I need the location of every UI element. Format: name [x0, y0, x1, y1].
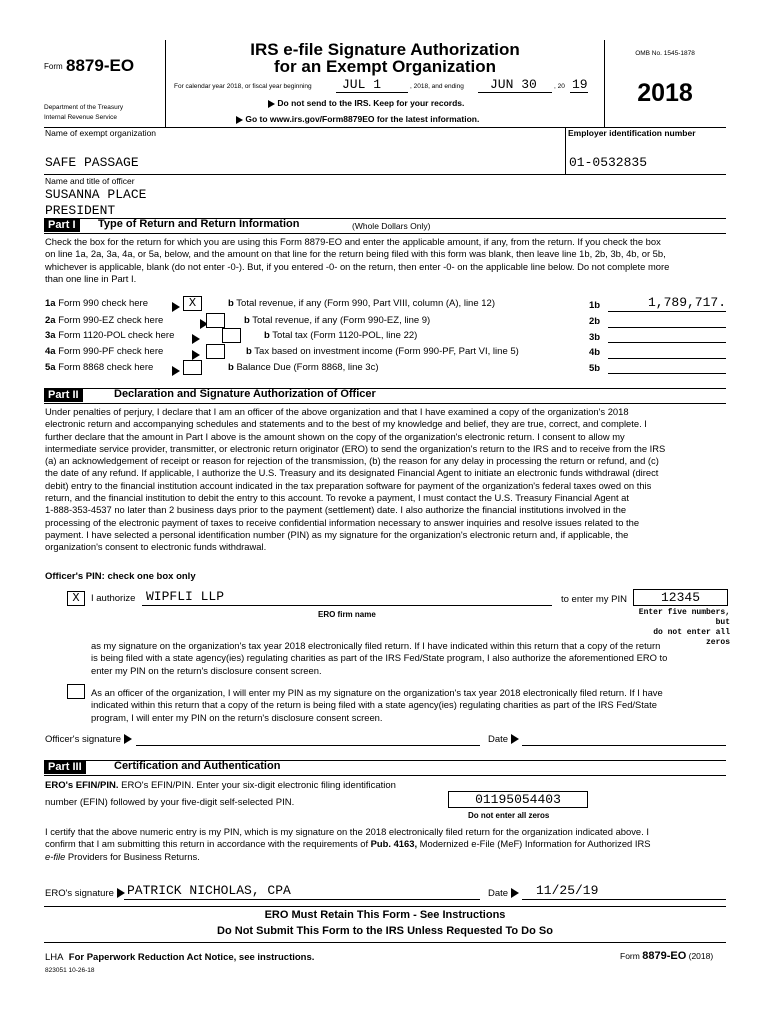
- year-suffix: 19: [572, 77, 588, 92]
- part1-title: Type of Return and Return Information: [98, 218, 300, 230]
- row-5b-desc: b Balance Due (Form 8868, line 3c): [228, 362, 379, 373]
- ero-signature-line[interactable]: [124, 899, 480, 900]
- to-enter-pin: to enter my PIN: [561, 594, 627, 605]
- ero-firm-name: WIPFLI LLP: [146, 589, 225, 604]
- arrow-icon: [268, 100, 275, 108]
- officer-option-text: As an officer of the organization, I will enter my PIN as my signature on the organization's tax year 2018 electronically filed return. If I have indicated within this return that a copy of the return is being filed with a state agency(ies) regulating charities as part of the IRS Fed/State program, I will enter my PIN on the return's disclosure consent screen.: [91, 687, 663, 723]
- form-title: IRS e-file Signature Authorization for an Exempt Organization: [250, 40, 520, 76]
- checkbox-8868[interactable]: [183, 360, 202, 375]
- ero-signature-value: PATRICK NICHOLAS, CPA: [127, 883, 291, 898]
- part1-intro: Check the box for the return for which you are using this Form 8879-EO and enter the applicable amount, if any, from the return. If you check the box on line 1a, 2a, 3a, 4a, or 5a, below, and the amount on that line for the return being filed with this form was blank, then leave line 1b, 2b, 3b, 4b, or 5b, whichever is applicable, blank (do not enter -0-). But, if you entered -0- on the return, then enter -0- on the applicable line below. Do not complete more than one line in Part I.: [45, 236, 670, 284]
- omb-number: OMB No. 1545-1878: [635, 50, 695, 57]
- and-ending: , 2018, and ending: [410, 83, 464, 90]
- dept-line2: Internal Revenue Service: [44, 114, 117, 121]
- ero-firm-label: ERO firm name: [318, 610, 376, 619]
- arrow-icon: [236, 116, 243, 124]
- arrow-icon: [117, 888, 125, 898]
- line-1b: 1b: [589, 300, 601, 311]
- retain-notice: ERO Must Retain This Form - See Instructions: [264, 909, 506, 921]
- line-4b: 4b: [589, 347, 601, 358]
- efin-pin-field[interactable]: 01195054403: [448, 791, 588, 808]
- do-not-send: Do not send to the IRS. Keep for your records.: [268, 98, 464, 108]
- authorize-label: I authorize: [91, 593, 136, 604]
- part2-tag: Part II: [44, 388, 83, 402]
- arrow-icon: [172, 298, 180, 316]
- ein-label: Employer identification number: [568, 128, 696, 138]
- org-name-label: Name of exempt organization: [45, 128, 157, 138]
- fiscal-begin: JUL 1: [342, 77, 382, 92]
- row-4a: 4a Form 990-PF check here: [45, 346, 164, 357]
- row-5a: 5a Form 8868 check here: [45, 362, 154, 373]
- pin-heading: Officer's PIN: check one box only: [45, 571, 196, 582]
- efin-note: Do not enter all zeros: [468, 811, 550, 820]
- officer-sig-label: Officer's signature: [45, 734, 132, 745]
- form-word: Form: [44, 62, 63, 71]
- as-signature-text: as my signature on the organization's tax year 2018 electronically filed return. If I have indicated within this return that a copy of the return is being filed with a state agency(ies) regulating charities as part of the IRS Fed/State program, I also authorize the aforementioned ERO to enter my PIN on the return's disclosure consent screen.: [91, 640, 668, 676]
- officer-date-line[interactable]: [522, 745, 726, 746]
- line-2b: 2b: [589, 316, 601, 327]
- ero-sig-label: ERO's signature: [45, 888, 125, 899]
- amount-1b: 1,789,717.: [647, 295, 726, 310]
- checkbox-990ez[interactable]: [206, 313, 225, 328]
- ero-date-label: Date: [488, 888, 519, 899]
- officer-name: SUSANNA PLACE: [45, 187, 147, 202]
- footer-form-id: Form 8879-EO (2018): [620, 950, 714, 962]
- form-code: 823051 10-26-18: [45, 967, 95, 974]
- arrow-icon: [511, 888, 519, 898]
- row-1a: 1a Form 990 check here: [45, 298, 148, 309]
- officer-title: PRESIDENT: [45, 203, 116, 218]
- part2-title: Declaration and Signature Authorization of Officer: [114, 388, 376, 400]
- row-2b-desc: b Total revenue, if any (Form 990-EZ, line 9): [244, 315, 431, 326]
- org-name-value: SAFE PASSAGE: [45, 155, 139, 170]
- officer-date-label: Date: [488, 734, 519, 745]
- certify-text: I certify that the above numeric entry is my PIN, which is my signature on the 2018 electronically filed return for the organization indicated above. I confirm that I am submitting this return in accordance with the requirements of Pub. 4163, Modernized e-File (MeF) Information for Authorized IRS e-file Providers for Business Returns.: [45, 826, 651, 862]
- checkbox-990pf[interactable]: [206, 344, 225, 359]
- goto-line: Go to www.irs.gov/Form8879EO for the latest information.: [236, 114, 479, 124]
- part3-title: Certification and Authentication: [114, 760, 281, 772]
- officer-signature-line[interactable]: [136, 745, 480, 746]
- arrow-icon: [124, 734, 132, 744]
- paperwork-notice: LHA For Paperwork Reduction Act Notice, see instructions.: [45, 952, 315, 963]
- line-3b: 3b: [589, 332, 601, 343]
- ein-value: 01-0532835: [569, 155, 648, 170]
- authorize-ero-checkbox[interactable]: X: [67, 591, 85, 606]
- part1-tag: Part I: [44, 218, 80, 232]
- year-prefix: , 20: [554, 83, 565, 90]
- row-4b-desc: b Tax based on investment income (Form 990-PF, Part VI, line 5): [246, 346, 519, 357]
- part3-tag: Part III: [44, 760, 86, 774]
- efin-line1: ERO's EFIN/PIN. ERO's EFIN/PIN. Enter your six-digit electronic filing identification: [45, 780, 396, 791]
- tax-year: 2018: [637, 79, 693, 107]
- arrow-icon: [511, 734, 519, 744]
- fiscal-end: JUN 30: [490, 77, 537, 92]
- ero-date-value: 11/25/19: [536, 883, 599, 898]
- row-3b-desc: b Total tax (Form 1120-POL, line 22): [264, 330, 418, 341]
- pin-note: Enter five numbers, but do not enter all zeros: [638, 608, 730, 647]
- officer-enter-pin-checkbox[interactable]: [67, 684, 85, 699]
- calendar-prefix: For calendar year 2018, or fiscal year beginning: [174, 83, 312, 90]
- row-1b-desc: b Total revenue, if any (Form 990, Part VIII, column (A), line 12): [228, 298, 495, 309]
- do-not-submit-notice: Do Not Submit This Form to the IRS Unless Requested To Do So: [217, 925, 553, 937]
- form-number: 8879-EO: [66, 56, 135, 75]
- dept-line1: Department of the Treasury: [44, 104, 124, 111]
- arrow-icon: [172, 362, 180, 380]
- row-3a: 3a Form 1120-POL check here: [45, 330, 175, 341]
- efin-line2: number (EFIN) followed by your five-digit self-selected PIN.: [45, 797, 295, 808]
- ero-date-line[interactable]: [522, 899, 726, 900]
- part1-subtitle: (Whole Dollars Only): [352, 221, 431, 231]
- part2-declaration: Under penalties of perjury, I declare that I am an officer of the above organization and that I have examined a copy of the organization's 2018 electronic return and accompanying schedules and statements and to the best of my knowledge and belief, they are true, correct, and complete. I further declare that the amount in Part I above is the amount shown on the copy of the organization's electronic return. I consent to allow my intermediate service provider, transmitter, or electronic return originator (ERO) to send the organization's return to the IRS and to receive from the IRS (a) an acknowledgement of receipt or reason for rejection of the transmission, (b) the reason for any delay in processing the return or refund, and (c) the date of any refund. If applicable, I authorize the U.S. Treasury and its designated Financial Agent to initiate an electronic funds withdrawal (direct debit) entry to the financial institution account indicated in the tax preparation software for payment of the organization's federal taxes owed on this return, and the financial institution to debit the entry to this account. To revoke a payment, I must contact the U.S. Treasury Financial Agent at 1-888-353-4537 no later than 2 business days prior to the payment (settlement) date. I also authorize the financial institutions involved in the processing of the electronic payment of taxes to receive confidential information necessary to answer inquiries and resolve issues related to the payment. I have selected a personal identification number (PIN) as my signature for the organization's electronic return and, if applicable, the organization's consent to electronic funds withdrawal.: [45, 406, 666, 553]
- checkbox-1120pol[interactable]: [222, 328, 241, 343]
- row-2a: 2a Form 990-EZ check here: [45, 315, 164, 326]
- line-5b: 5b: [589, 363, 601, 374]
- officer-pin-field[interactable]: 12345: [633, 589, 728, 606]
- officer-label: Name and title of officer: [45, 176, 135, 186]
- checkbox-990[interactable]: X: [183, 296, 202, 311]
